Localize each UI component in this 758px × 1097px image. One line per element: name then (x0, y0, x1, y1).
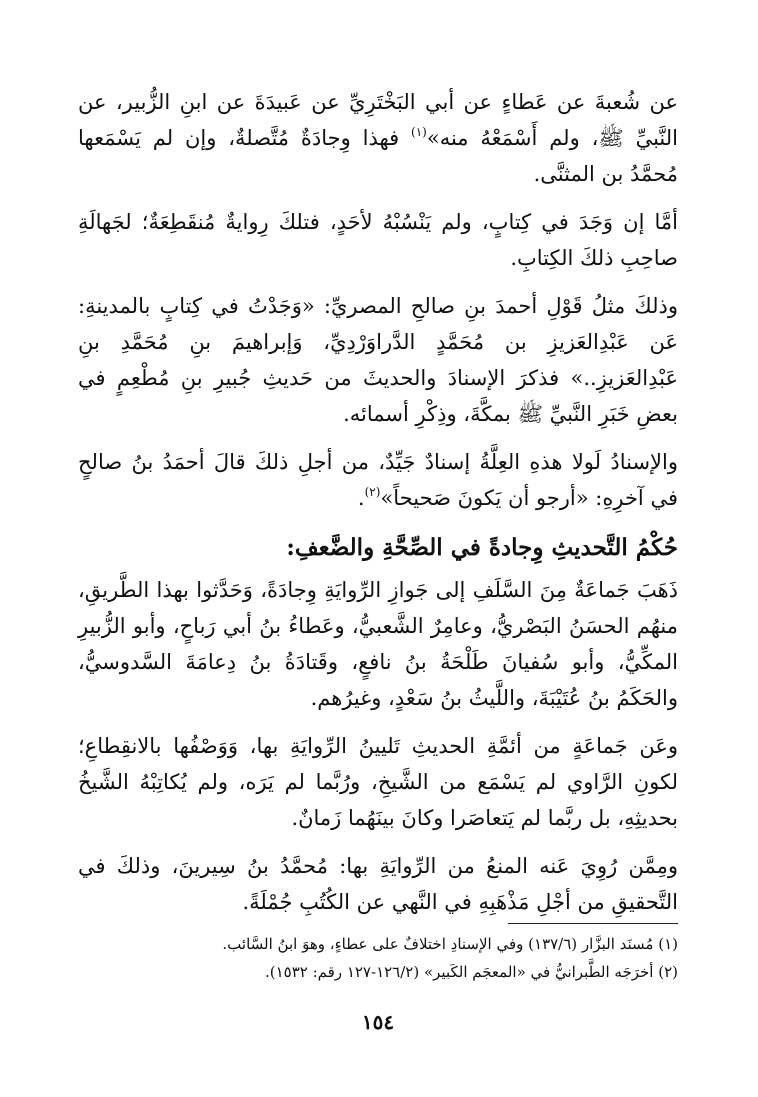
book-page (78, 84, 678, 1044)
section-paragraph-1: ذَهَبَ جَماعَةٌ مِنَ السَّلَفِ إلى جَوازِ الرِّوايَةِ وِجادَةً، وَحَدَّثوا بهذا الطَّريقِ، منهُم الحسَنُ البَصْريُّ، وعامِرٌ الشَّعبيُّ، وعَطاءُ بنُ أبي رَباحٍ، وأبو الزُّبيرِ المكِّيُّ، وأبو سُفيانَ طَلْحَةُ بنُ نافعٍ، وقَتادَةُ بنُ دِعامَةَ السَّدوسيُّ، والحَكَمُ بنُ عُتَيْبَةَ، واللَّيثُ بنُ سَعْدٍ، وغيرُهم. (78, 578, 678, 710)
paragraph-1-text: عن شُعبةَ عن عَطاءٍ عن أبي البَخْتَرِيِّ عن عَبيدَةَ عن ابنِ الزُّبير، عن النَّبيِّ ﷺ، ولم أَسْمَعْهُ منه» (78, 90, 678, 150)
paragraph-2: أمَّا إن وَجَدَ في كِتابٍ، ولم يَنْسُبْهُ لأحَدٍ، فتلكَ رِوايةٌ مُنقَطِعَةٌ؛ لجَهالَةِ صاحِبِ ذلكَ الكِتابِ. (78, 210, 678, 270)
footnote-2: (٢) أخرَجَه الطَّبرانيُّ في «المعجَم الكَبير» (١٢٦/٢-١٢٧ رقم: ١٥٣٢). (264, 963, 678, 981)
paragraph-4-tail: . (357, 486, 365, 510)
footnotes (78, 930, 678, 986)
section-paragraph-2: وعَن جَماعَةٍ من أئمَّةِ الحديثِ تَليينُ الرِّوايَةِ بها، وَوَصْفُها بالانقِطاعِ؛ لكونِ الرَّاوي لم يَسْمَع من الشَّيخِ، ورُبَّما لم يَرَه، ولم يُكاتِبْهُ الشَّيخُ بحديثِهِ، بل ربَّما لم يَتعاصَرا وكانَ بينَهُما زَمانٌ. (78, 734, 678, 830)
paragraph-1 (78, 84, 678, 192)
section-heading: حُكْمُ التَّحديثِ وِجادةً في الصِّحَّةِ والضَّعفِ: (286, 534, 678, 561)
footnote-ref-2[interactable]: (٢) (364, 485, 381, 499)
paragraph-1-tail: فهذا وِجادَةٌ مُتَّصلةٌ، وإن لم يَسْمَعها مُحمَّدُ بن المثنَّى. (78, 126, 678, 186)
page-number: ١٥٤ (361, 1010, 395, 1034)
paragraph-4 (78, 444, 678, 516)
footnote-1: (١) مُسنَد البزَّار (١٣٧/٦) وفي الإسنادِ اختلافٌ على عطاءٍ، وهوَ ابنُ السَّائب. (222, 935, 678, 953)
footnote-ref-1[interactable]: (١) (411, 125, 427, 139)
section-paragraph-3: ومِمَّن رُوِيَ عَنه المنعُ من الرِّوايَةِ بها: مُحمَّدُ بنُ سِيرينَ، وذلكَ في التَّحقيقِ من أجْلِ مَذْهَبِهِ في النَّهي عن الكُتُبِ جُمْلَةً. (78, 854, 678, 914)
paragraph-3: وذلكَ مثلُ قَوْلِ أحمدَ بنِ صالحِ المصريِّ: «وَجَدْتُ في كِتابٍ بالمدينةِ: عَن عَبْدِالعَزيزِ بن مُحَمَّدٍ الدَّراوَرْدِيِّ، وَإبراهيمَ بنِ مُحَمَّدِ بنِ عَبْدِالعَزيزِ..» فذكرَ الإسنادَ والحديثَ من حَديثِ جُبيرِ بنِ مُطْعِمٍ في بعضِ خَبَرِ النَّبيِّ ﷺ بمكَّةَ، وذِكْرِ أسمائه. (78, 294, 678, 426)
paragraph-4-text: والإسنادُ لَولا هذهِ العِلَّةُ إسنادٌ جَيِّدٌ، من أجلِ ذلكَ قالَ أحمَدُ بنُ صالحٍ في آخرِهِ: «أرجو أن يَكونَ صَحيحاً» (78, 450, 678, 510)
footnote-separator (508, 923, 678, 924)
